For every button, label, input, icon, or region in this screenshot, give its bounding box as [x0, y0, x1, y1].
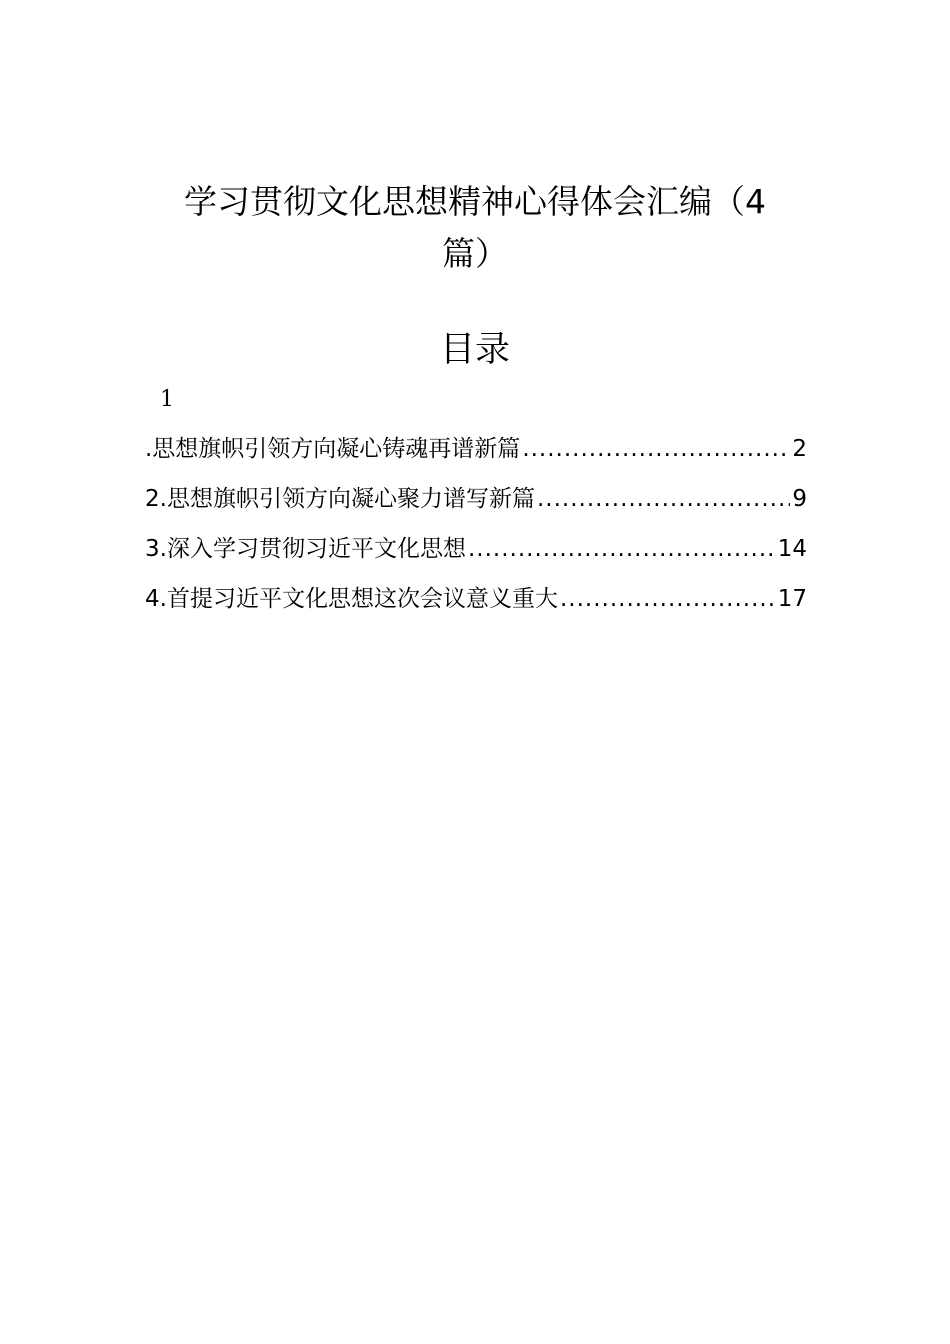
toc-page-number: 17 [777, 586, 807, 612]
toc-entry-4[interactable] [145, 578, 807, 628]
toc-page-number: 2 [792, 436, 807, 462]
toc-heading: 目录 [439, 330, 510, 370]
toc-entry-title: 4.首提习近平文化思想这次会议意义重大 [145, 586, 558, 612]
toc-entry-1[interactable] [145, 428, 807, 478]
toc-entry-title: .思想旗帜引领方向凝心铸魂再谱新篇 [145, 436, 521, 462]
toc-page-number: 9 [792, 486, 807, 512]
document-title-line-2: 篇） [442, 234, 508, 273]
toc-entry-title: 2.思想旗帜引领方向凝心聚力谱写新篇 [145, 486, 535, 512]
document-title-line-1: 学习贯彻文化思想精神心得体会汇编（4 [184, 182, 766, 221]
document-title [140, 176, 810, 280]
toc-entry-3[interactable] [145, 528, 807, 578]
toc-page-number: 14 [777, 536, 807, 562]
toc-dot-leader [468, 528, 776, 570]
table-of-contents [145, 428, 807, 628]
toc-dot-leader [537, 478, 790, 520]
toc-dot-leader [560, 578, 776, 620]
toc-entry-2[interactable] [145, 478, 807, 528]
stray-number: 1 [160, 387, 174, 412]
toc-dot-leader [522, 428, 790, 470]
toc-entry-title: 3.深入学习贯彻习近平文化思想 [145, 536, 466, 562]
